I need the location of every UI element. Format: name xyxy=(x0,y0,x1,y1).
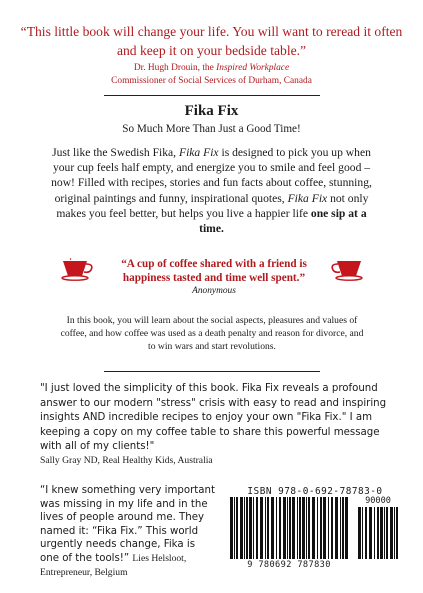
intro-title-1: Fika Fix xyxy=(178,146,219,159)
barcode-bar xyxy=(358,507,361,559)
barcode xyxy=(229,486,401,570)
barcode-bar xyxy=(308,497,310,559)
barcode-bar xyxy=(340,497,341,559)
intro-title-2: Fika Fix xyxy=(287,191,328,205)
book-subtitle: So Much More Than Just a Good Time! xyxy=(122,123,301,135)
barcode-bar xyxy=(287,497,288,559)
barcode-bar xyxy=(377,507,379,559)
barcode-bar xyxy=(323,497,326,559)
barcode-bar xyxy=(335,497,338,559)
barcode-bar xyxy=(342,497,344,559)
barcode-bar xyxy=(289,497,291,559)
barcode-bar xyxy=(271,497,274,559)
body-paragraph: In this book, you will learn about the social aspects, pleasures and values of coffee, and how coffee was used as a death penalty and reason for divorce, and to win wars and start revolutions. xyxy=(60,315,364,352)
intro-paragraph xyxy=(50,145,373,236)
intro-text-1: Just like the Swedish Fika, xyxy=(52,146,179,159)
coffee-cup-icon xyxy=(60,258,96,284)
ean-barcode xyxy=(229,497,349,559)
barcode-bar xyxy=(394,507,395,559)
intro-tagline: one sip at a time. xyxy=(199,206,367,236)
barcode-bar xyxy=(292,497,295,559)
book-title: Fika Fix xyxy=(184,103,239,119)
barcode-bar xyxy=(260,497,263,559)
barcode-bar xyxy=(234,497,235,559)
barcode-bar xyxy=(386,507,388,559)
barcode-bar xyxy=(249,497,252,559)
review-sally-gray xyxy=(40,382,395,467)
barcode-bar xyxy=(276,497,277,559)
top-quote-credit xyxy=(20,62,403,87)
barcode-bar xyxy=(236,497,238,559)
isbn-number: ISBN 978-0-692-78783-0 xyxy=(247,486,383,497)
barcode-bar xyxy=(240,497,243,559)
divider xyxy=(104,371,320,372)
barcode-bar xyxy=(380,507,383,559)
review-text: "I just loved the simplicity of this book. Fika Fix reveals a profound answer to our modern "stress" crisis with easy to read and inspiring insights AND incredible recipes to enjoy your own "Fika Fix." I am keeping a copy on my coffee table to share this powerful message with all of my clients!" xyxy=(40,383,387,452)
coffee-cup-icon xyxy=(328,258,364,284)
pull-quote-author: Anonymous xyxy=(192,286,236,296)
barcode-bar xyxy=(306,497,307,559)
barcode-bar xyxy=(246,497,248,559)
top-quote: “This little book will change your life. You will want to reread it often and keep it on your bedside table.” xyxy=(20,24,403,58)
review-author-role: Entrepreneur, Belgium xyxy=(40,566,128,578)
barcode-bar xyxy=(312,497,315,559)
barcode-bar xyxy=(369,507,372,559)
barcode-bar xyxy=(279,497,281,559)
barcode-bar xyxy=(396,507,398,559)
barcode-bar xyxy=(345,497,348,559)
addon-barcode xyxy=(357,507,399,559)
barcode-digits: 9 780692 787830 xyxy=(247,560,331,570)
barcode-bar xyxy=(283,497,286,559)
barcode-bar xyxy=(230,497,233,559)
barcode-bar xyxy=(299,497,301,559)
intro-text-2: is designed to pick you up when your cup feels half empty, and energize you to smile and feel good – now! Filled with recipes, stories and fun facts about coffee, stunning, original paintings and funny, inspirational quotes, xyxy=(51,146,372,205)
review-author: Sally Gray ND, Real Healthy Kids, Australia xyxy=(40,454,213,466)
barcode-bar xyxy=(331,497,333,559)
credit-role: Commissioner of Social Services of Durham, Canada xyxy=(111,75,312,86)
intro-text-3: not only makes you feel better, but helps you live a happier life xyxy=(56,191,369,220)
barcode-bar xyxy=(384,507,385,559)
pull-quote: “A cup of coffee shared with a friend is happiness tasted and time well spent.” xyxy=(121,258,307,284)
credit-name: Dr. Hugh Drouin, the xyxy=(133,63,217,73)
barcode-bar xyxy=(320,497,322,559)
credit-publication: Inspired Workplace xyxy=(216,63,290,73)
barcode-bar xyxy=(267,497,269,559)
barcode-bar xyxy=(365,507,367,559)
barcode-bar xyxy=(265,497,266,559)
barcode-bar xyxy=(328,497,329,559)
barcode-bar xyxy=(244,497,245,559)
divider xyxy=(104,95,320,96)
barcode-bar xyxy=(317,497,318,559)
price-code: 90000 xyxy=(365,496,391,506)
barcode-bar xyxy=(302,497,305,559)
barcode-bar xyxy=(253,497,254,559)
barcode-bar xyxy=(297,497,298,559)
review-text: “I knew something very important was missing in my life and in the lives of people around me. They named it: “Fika Fix.” This world urgently needs change, Fika is one of the tools!” xyxy=(40,485,215,564)
review-lies-helsloot xyxy=(40,484,215,579)
barcode-bar xyxy=(390,507,393,559)
barcode-bar xyxy=(362,507,363,559)
review-author: Lies Helsloot, xyxy=(132,552,187,564)
barcode-bar xyxy=(256,497,258,559)
barcode-bar xyxy=(374,507,375,559)
